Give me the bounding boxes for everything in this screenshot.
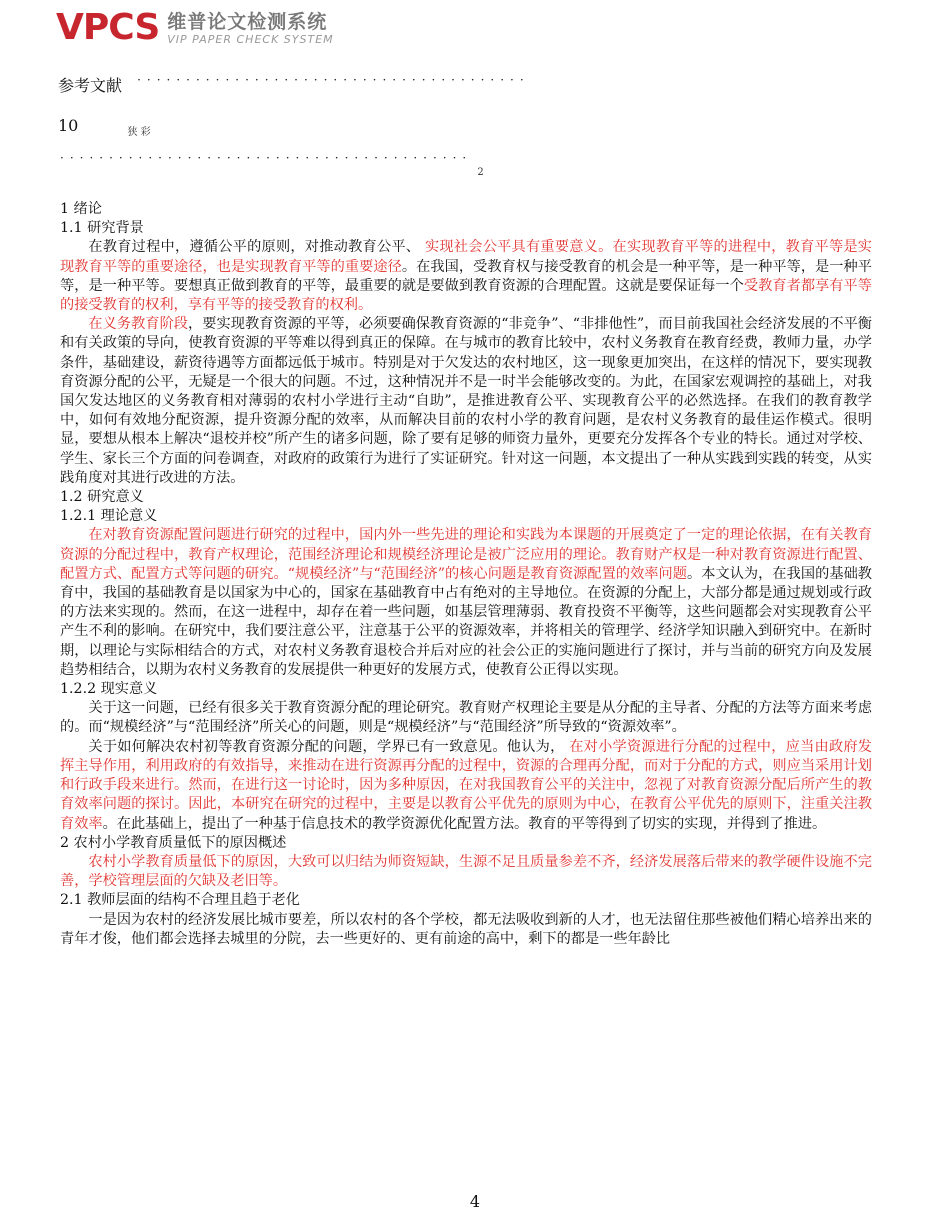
toc-glyphs: 狭 彩 [127,127,151,138]
heading-1-1: 1.1 研究背景 [60,220,144,237]
toc-line-references [58,73,530,96]
p1-highlight-1: 实现社会公平具有重要意义。在实现教育平等的进程中，教育平等是实现教育平等的重要途径，也是实现教育平等的重要途径 [60,239,872,275]
p1-highlight-2: 受教育者都享有平等的接受教育的权利，享有平等的接受教育的权利。 [60,277,872,314]
toc-dots: ········································ [137,73,530,87]
p5-text-a: 关于如何解决农村初等教育资源分配的问题，学界已有一致意见。他认为， [88,738,570,755]
page-number: 4 [469,1192,481,1211]
p2-text: ，要实现教育资源的平等，必须要确保教育资源的“非竞争”、“非排他性”，而目前我国社会经济发展的不平衡和有关政策的导向，使教育资源的平等难以得到真正的保障。在与城市的教育比较中，农村义务教育在教育经费，教师力量，办学条件，基础建设，薪资待遇等方面都远低于城市。特别是对于欠发达的农村地区，这一现象更加突出，在这样的情况下，要实现教育资源分配的公平，无疑是一个很大的问题。不过，这种情况并不是一时半会能够改变的。为此，在国家宏观调控的基础上，对我国欠发达地区的义务教育相对薄弱的农村小学进行主动“自助”，是推进教育公平、实现教育公平的必然选择。在我们的教育教学中，如何有效地分配资源，提升资源分配的效率，从而解决目前的农村小学的教育问题，是农村义务教育的最佳运作模式。很明显，要想从根本上解决“退校并校”所产生的诸多问题，除了要有足够的师资力量外，更要充分发挥各个专业的特长。通过对学校、学生、家长三个方面的问卷调查，对政府的政策行为进行了实证研究。针对这一问题，本文提出了一种从实践到实践的转变，从实践角度对其进行改进的方法。 [60,316,872,486]
p5-highlight: 在对小学资源进行分配的过程中，应当由政府发挥主导作用，利用政府的有效指导，来推动在进行资源再分配的过程中，资源的合理再分配，而对于分配的方式，则应当采用计划和行政手段来进行。然而，在进行这一讨论时，因为多种原因，在对我国教育公平的关注中，忽视了对教育资源分配后所产生的教育效率问题的探讨。因此，本研究在研究的过程中，主要是以教育公平优先的原则为中心，在教育公平优先的原则下，注重关注教育效率 [60,738,872,832]
paragraph-1 [60,238,872,315]
document-body [60,200,872,949]
p1-text-a: 在教育过程中，遵循公平的原则，对推动教育公平、 [88,239,425,256]
paragraph-3 [60,526,872,680]
p2-highlight: 在义务教育阶段 [88,316,189,333]
p5-text-b: 。在此基础上，提出了一种基于信息技术的教学资源优化配置方法。教育的平等得到了切实的实现，并得到了推进。 [102,815,827,832]
paragraph-4 [60,699,872,737]
p1-text-b: 。在我国，受教育权与接受教育的机会是一种平等，是一种平等，是一种平等，是一种平等。要想真正做到教育的平等，最重要的就是要做到教育资源的合理配置。这就是要保证每一个 [60,258,872,294]
paragraph-7 [60,911,872,949]
p3-text: 。本文认为，在我国的基础教育中，我国的基础教育是以国家为中心的，国家在基础教育中占有绝对的主导地位。在资源的分配上，大部分都是通过规划或行政的方法来实现的。然而，在这一进程中，却存在着一些问题，如基层管理薄弱、教育投资不平衡等，这些问题都会对实现教育公平产生不利的影响。在研究中，我们要注意公平，注意基于公平的资源效率，并将相关的管理学、经济学知识融入到研究中。在新时期，以理论与实际相结合的方式，对农村义务教育退校合并后对应的社会公正的实施问题进行了探讨，并与当前的研究方向及发展趋势相结合，以期为农村义务教育的发展提供一种更好的发展方式，使教育公正得以实现。 [60,565,872,678]
paragraph-6 [60,853,872,891]
logo-en-title: VIP PAPER CHECK SYSTEM [167,32,334,46]
paragraph-2 [60,315,872,488]
toc-dots-long: ·········································· [60,151,473,165]
logo-mark-text: VPCS [56,7,160,48]
p7-text: 一是因为农村的经济发展比城市要差，所以农村的各个学校，都无法吸收到新的人才，也无法留住那些被他们精心培养出来的青年才俊，他们都会选择去城里的分院，去一些更好的、更有前途的高中，剩下的都是一些年龄比 [60,911,872,947]
toc-line-dots [60,148,484,178]
heading-1-2-1: 1.2.1 理论意义 [60,508,158,525]
toc-number: 10 [58,116,79,135]
vpcs-logo [56,8,334,48]
paragraph-5 [60,738,872,834]
logo-text [167,11,333,46]
p6-highlight: 农村小学教育质量低下的原因，大致可以归结为师资短缺，生源不足且质量参差不齐，经济发展落后带来的教学硬件设施不完善，学校管理层面的欠缺及老旧等。 [60,853,872,890]
heading-1-2: 1.2 研究意义 [60,489,144,506]
p3-highlight: 在对教育资源配置问题进行研究的过程中，国内外一些先进的理论和实践为本课题的开展奠定了一定的理论依据，在有关教育资源的分配过程中，教育产权理论，范围经济理论和规模经济理论是被广泛应用的理论。教育财产权是一种对教育资源进行配置、配置方式、配置方式等问题的研究。“规模经济”与“范围经济”的核心问题是教育资源配置的效率问题 [60,527,872,582]
logo-mark [56,8,159,48]
p4-text: 关于这一问题，已经有很多关于教育资源分配的理论研究。教育财产权理论主要是从分配的主导者、分配的方法等方面来考虑的。而“规模经济”与“范围经济”所关心的问题，则是“规模经济”与“范围经济”所导致的“资源效率”。 [60,700,872,736]
toc-page-ref: 2 [477,167,484,178]
heading-2-1: 2.1 教师层面的结构不合理且趋于老化 [60,892,300,909]
toc-line-10 [58,116,151,139]
heading-2: 2 农村小学教育质量低下的原因概述 [60,834,287,851]
logo-cn-title: 维普论文检测系统 [167,10,328,33]
heading-1-2-2: 1.2.2 现实意义 [60,681,158,698]
heading-1: 1 绪论 [60,201,102,217]
toc-label: 参考文献 [58,76,123,95]
